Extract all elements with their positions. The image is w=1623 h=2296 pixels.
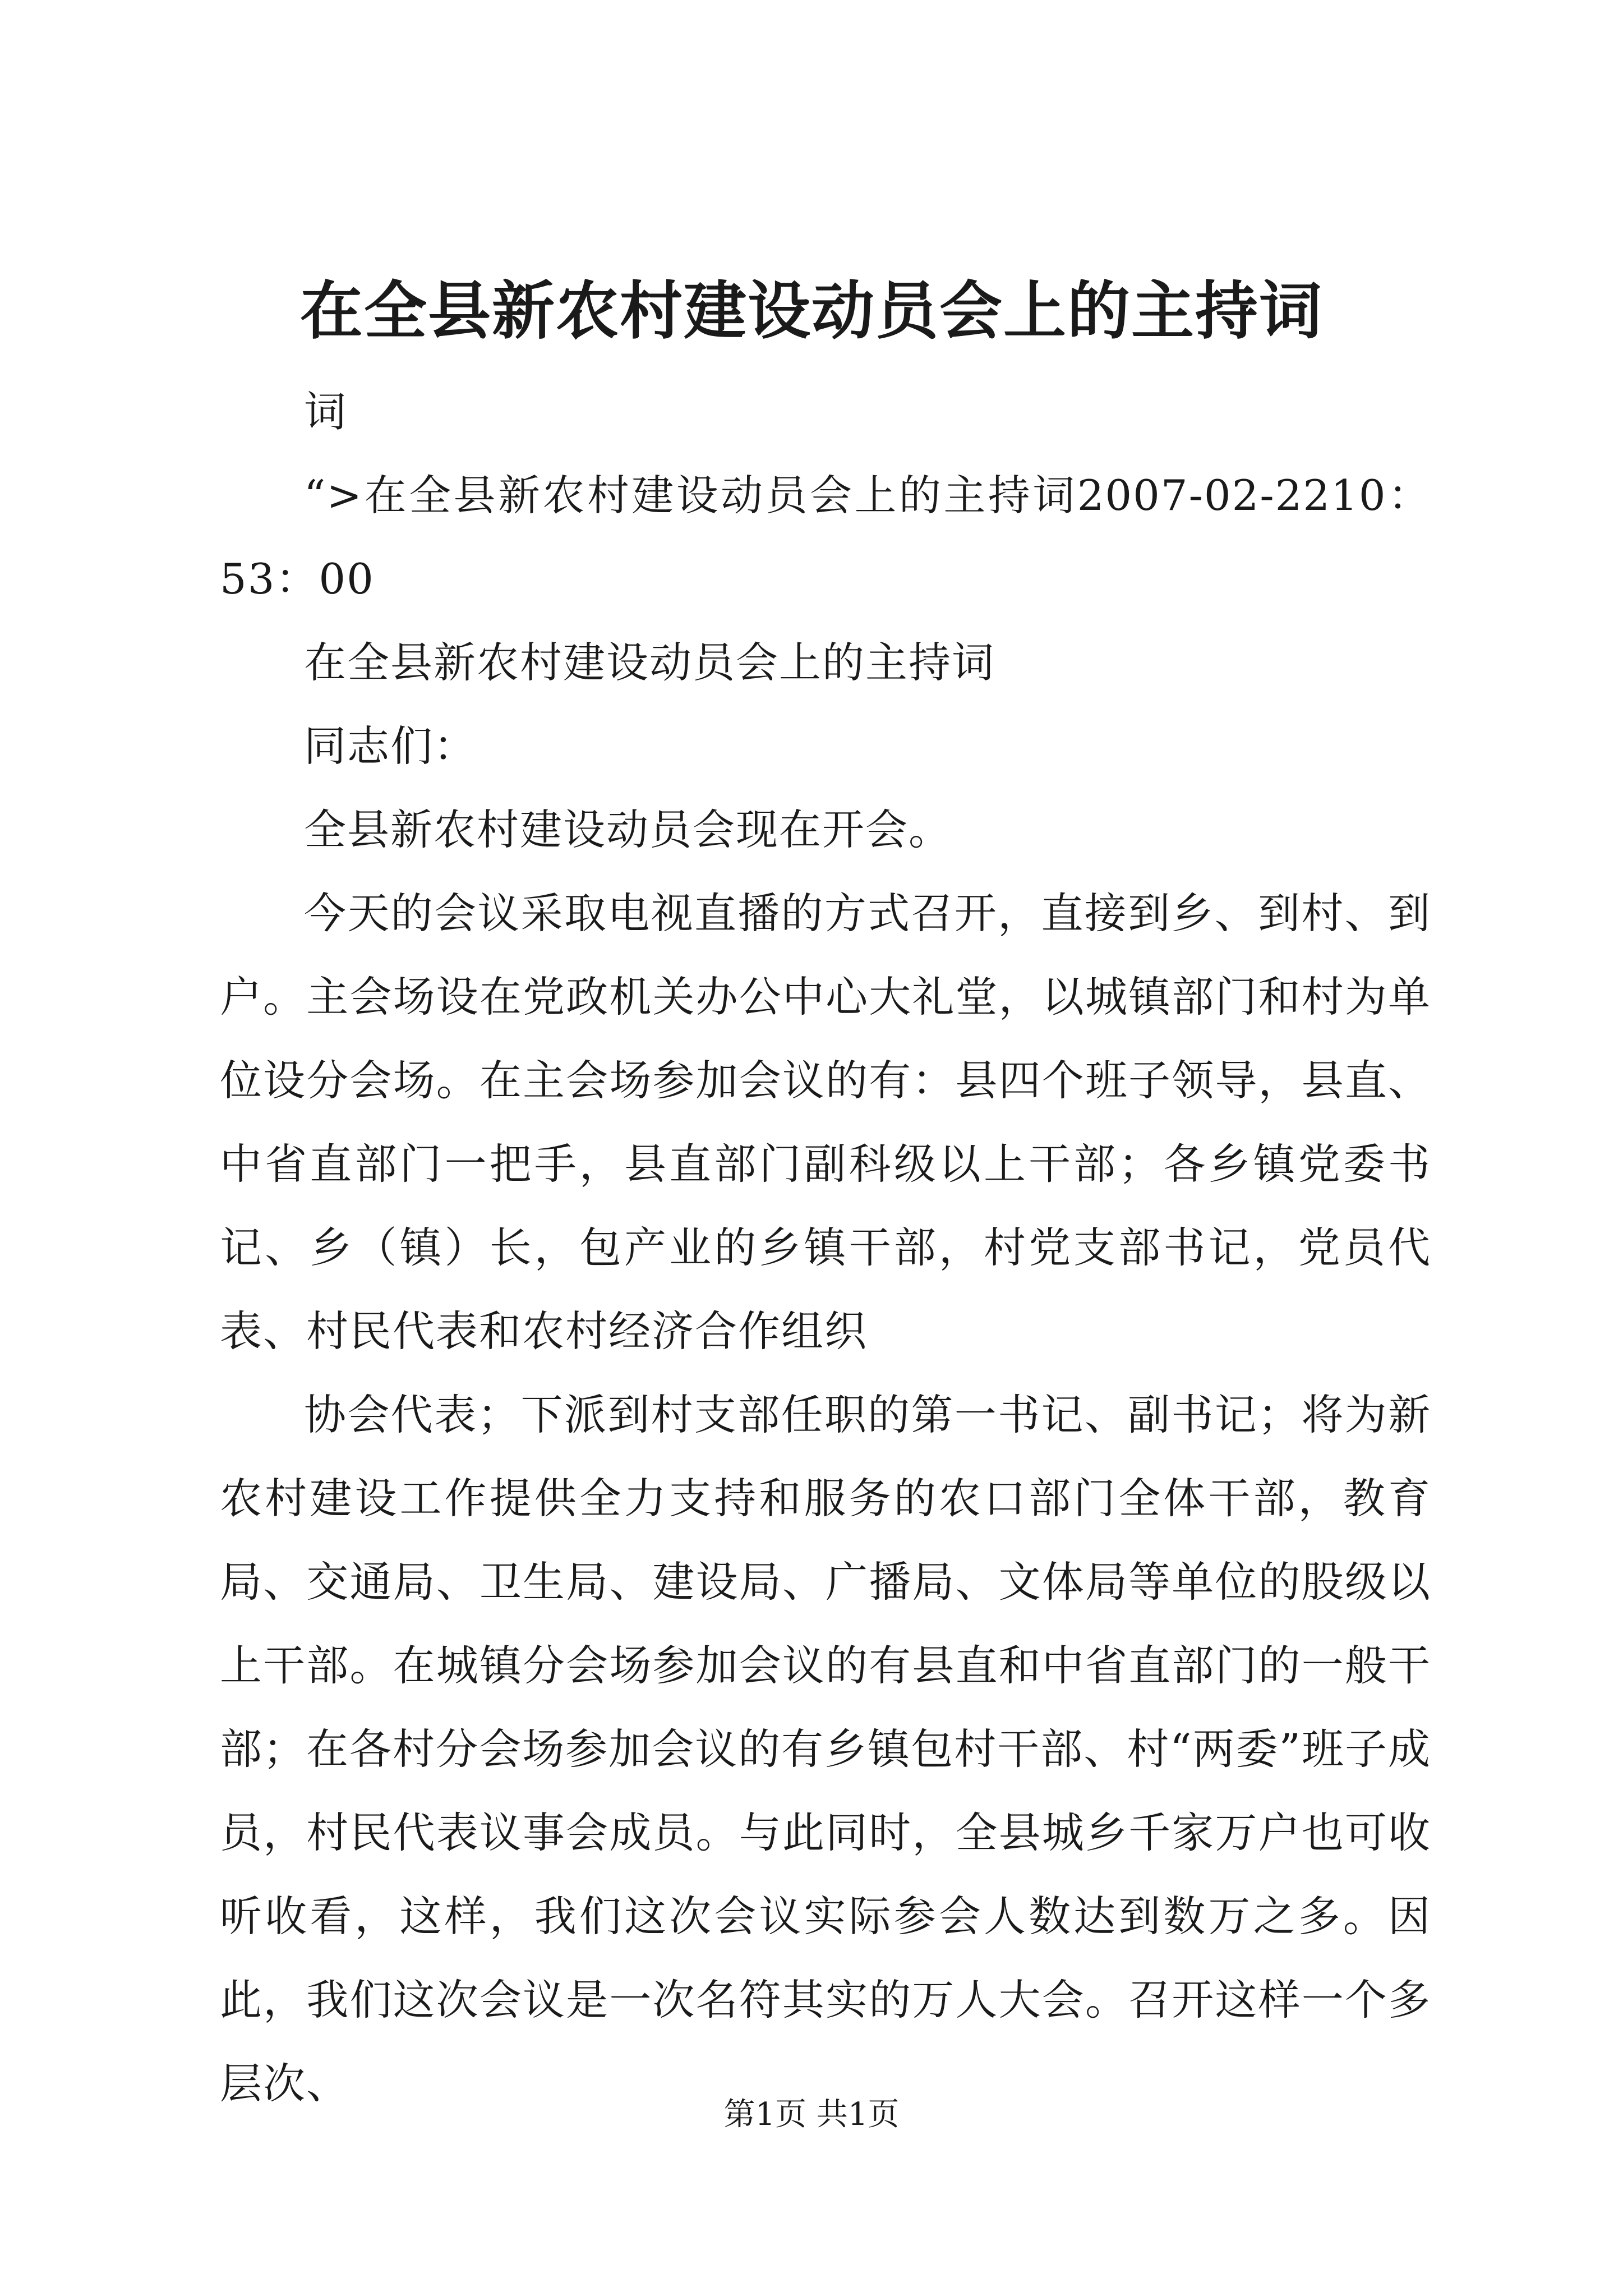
paragraph: 全县新农村建设动员会现在开会。 [304,805,952,854]
page-footer: 第1页 共1页 [723,2096,900,2133]
document-title: 在全县新农村建设动员会上的主持词 [300,274,1323,348]
paragraph: 词 [304,387,348,436]
paragraph: 今天的会议采取电视直播的方式召开，直接到乡、到村、到户。主会场设在党政机关办公中心大礼堂，以城镇部门和村为单位设分会场。在主会场参加会议的有：县四个班子领导，县直、中省直部门一把手，县直部门副科级以上干部；各乡镇党委书记、乡（镇）长，包产业的乡镇干部，村党支部书记，党员代表、村民代表和农村经济合作组织 [220,889,1431,1356]
paragraph: 同志们： [304,721,477,771]
paragraph: 协会代表；下派到村支部任职的第一书记、副书记；将为新农村建设工作提供全力支持和服务的农口部门全体干部，教育局、交通局、卫生局、建设局、广播局、文体局等单位的股级以上干部。在城镇分会场参加会议的有县直和中省直部门的一般干部；在各村分会场参加会议的有乡镇包村干部、村“两委”班子成员，村民代表议事会成员。与此同时，全县城乡千家万户也可收听收看，这样，我们这次会议实际参会人数达到数万之多。因此，我们这次会议是一次名符其实的万人大会。召开这样一个多层次、 [220,1390,1431,2108]
document-body [220,370,1431,2125]
paragraph: 在全县新农村建设动员会上的主持词 [304,638,995,687]
paragraph: “>在全县新农村建设动员会上的主持词2007-02-2210：53：00 [220,471,1431,604]
